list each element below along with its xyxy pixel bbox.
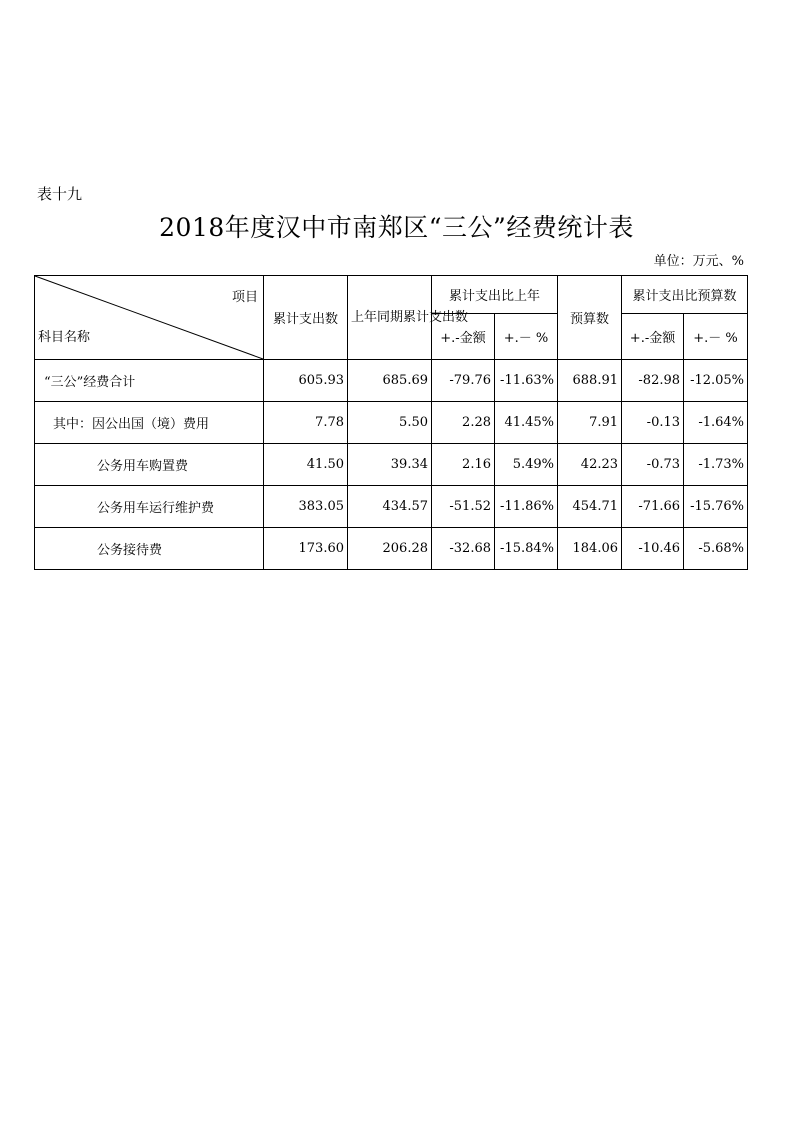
cell-diff-pct: 5.49%: [495, 444, 558, 486]
cell-budget: 42.23: [558, 444, 622, 486]
cell-budget: 688.91: [558, 360, 622, 402]
cell-budget: 184.06: [558, 528, 622, 570]
cell-last-year: 434.57: [348, 486, 432, 528]
cell-budget-diff-pct: -15.76%: [684, 486, 748, 528]
row-subject-name: “三公”经费合计: [35, 360, 264, 402]
cell-last-year: 206.28: [348, 528, 432, 570]
cell-cumulative: 605.93: [264, 360, 348, 402]
cell-budget-diff-pct: -12.05%: [684, 360, 748, 402]
header-vs-budget-amount: +.-金额: [622, 314, 684, 360]
header-last-year: 上年同期累计支出数: [348, 276, 432, 360]
header-cumulative: 累计支出数: [264, 276, 348, 360]
cell-diff-pct: -15.84%: [495, 528, 558, 570]
cell-budget-diff-amount: -0.73: [622, 444, 684, 486]
cell-budget-diff-amount: -10.46: [622, 528, 684, 570]
header-vs-budget-group: 累计支出比预算数: [622, 276, 748, 314]
corner-label-subject: 科目名称: [38, 330, 91, 345]
header-vs-budget-pct: +.－ %: [684, 314, 748, 360]
cell-budget-diff-pct: -5.68%: [684, 528, 748, 570]
cell-diff-amount: -51.52: [432, 486, 495, 528]
cell-budget-diff-pct: -1.73%: [684, 444, 748, 486]
cell-diff-amount: 2.16: [432, 444, 495, 486]
cell-diff-amount: -32.68: [432, 528, 495, 570]
header-budget: 预算数: [558, 276, 622, 360]
cell-budget-diff-amount: -0.13: [622, 402, 684, 444]
row-subject-name: 公务接待费: [35, 528, 264, 570]
table-row-total: [35, 360, 748, 402]
table-row-overseas: [35, 402, 748, 444]
corner-label-item: 项目: [231, 290, 258, 305]
cell-diff-amount: -79.76: [432, 360, 495, 402]
cell-cumulative: 7.78: [264, 402, 348, 444]
row-subject-name: 其中：因公出国（境）费用: [35, 402, 264, 444]
corner-diagonal-line: [35, 276, 263, 359]
header-vs-last-year-amount: +.-金额: [432, 314, 495, 360]
cell-diff-amount: 2.28: [432, 402, 495, 444]
expense-statistics-table: [34, 275, 748, 570]
row-subject-name: 公务用车购置费: [35, 444, 264, 486]
header-vs-last-year-pct: +.－ %: [495, 314, 558, 360]
document-title: 2018年度汉中市南郑区“三公”经费统计表: [159, 213, 634, 242]
cell-last-year: 39.34: [348, 444, 432, 486]
cell-cumulative: 173.60: [264, 528, 348, 570]
table-row-vehicle-maintenance: [35, 486, 748, 528]
cell-cumulative: 41.50: [264, 444, 348, 486]
cell-diff-pct: -11.86%: [495, 486, 558, 528]
corner-header-cell: [35, 276, 264, 360]
cell-cumulative: 383.05: [264, 486, 348, 528]
cell-diff-pct: 41.45%: [495, 402, 558, 444]
table-row-reception: [35, 528, 748, 570]
cell-last-year: 685.69: [348, 360, 432, 402]
cell-budget-diff-amount: -82.98: [622, 360, 684, 402]
cell-budget: 454.71: [558, 486, 622, 528]
cell-diff-pct: -11.63%: [495, 360, 558, 402]
table-row-vehicle-purchase: [35, 444, 748, 486]
row-subject-name: 公务用车运行维护费: [35, 486, 264, 528]
cell-budget-diff-amount: -71.66: [622, 486, 684, 528]
header-vs-last-year-group: 累计支出比上年: [432, 276, 558, 314]
cell-budget: 7.91: [558, 402, 622, 444]
unit-note: 单位：万元、%: [653, 254, 744, 269]
cell-budget-diff-pct: -1.64%: [684, 402, 748, 444]
cell-last-year: 5.50: [348, 402, 432, 444]
table-number: 表十九: [37, 185, 83, 203]
